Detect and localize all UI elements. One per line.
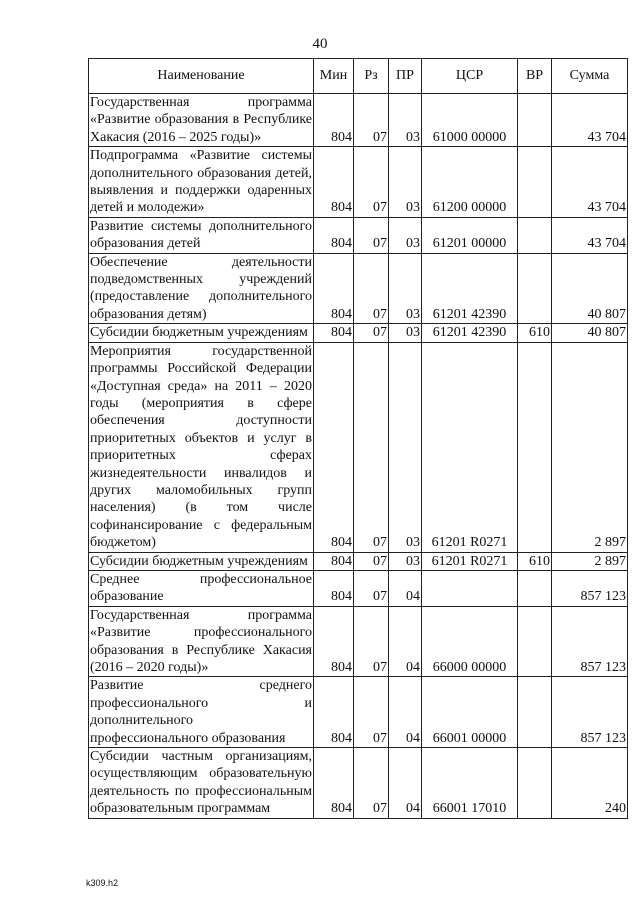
row-csr: 66001 17010: [422, 748, 518, 819]
row-pr: 03: [389, 324, 422, 342]
row-name: Государственная программа «Развитие профессионального образования в Республике Хакасия (2016 – 2020 годы)»: [90, 607, 312, 675]
table-row: [89, 147, 628, 218]
row-pr: 04: [389, 570, 422, 606]
row-vr: [518, 677, 552, 748]
row-pr: 03: [389, 552, 422, 570]
table-row: [89, 217, 628, 253]
row-name: Обеспечение деятельности подведомственных учреждений (предоставление дополнительного образования детям): [90, 254, 312, 322]
row-rz: 07: [354, 677, 389, 748]
row-rz: 07: [354, 147, 389, 218]
row-name: Развитие среднего профессионального и дополнительного профессионального образования: [90, 678, 312, 746]
row-vr: 610: [518, 552, 552, 570]
row-vr: [518, 748, 552, 819]
row-name: Субсидии бюджетным учреждениям: [89, 324, 314, 342]
table-row: [89, 94, 628, 147]
row-min: 804: [314, 606, 354, 677]
col-header-min: Мин: [314, 59, 354, 94]
row-sum: 40 807: [552, 324, 628, 342]
table-row: [89, 606, 628, 677]
row-name: Среднее профессиональное образование: [90, 571, 312, 605]
row-csr: 61201 42390: [422, 324, 518, 342]
col-header-name: Наименование: [89, 59, 314, 94]
row-vr: 610: [518, 324, 552, 342]
row-sum: 240: [552, 748, 628, 819]
row-vr: [518, 570, 552, 606]
row-sum: 857 123: [552, 677, 628, 748]
row-name: Государственная программа «Развитие образования в Республике Хакасия (2016 – 2025 годы)»: [90, 95, 312, 145]
row-sum: 857 123: [552, 570, 628, 606]
row-pr: 03: [389, 253, 422, 324]
row-name: Подпрограмма «Развитие системы дополнительного образования детей, выявления и поддержки одаренных детей и молодежи»: [90, 148, 312, 216]
table-row: [89, 552, 628, 570]
row-pr: 03: [389, 94, 422, 147]
row-sum: 43 704: [552, 147, 628, 218]
footer-code: k309.h2: [86, 878, 119, 888]
row-rz: 07: [354, 552, 389, 570]
col-header-pr: ПР: [389, 59, 422, 94]
row-name: Субсидии бюджетным учреждениям: [89, 552, 314, 570]
col-header-vr: ВР: [518, 59, 552, 94]
table-header-row: [89, 59, 628, 94]
row-rz: 07: [354, 606, 389, 677]
row-rz: 07: [354, 748, 389, 819]
row-sum: 40 807: [552, 253, 628, 324]
row-rz: 07: [354, 94, 389, 147]
row-csr: 61000 00000: [422, 94, 518, 147]
row-csr: 61201 R0271: [422, 552, 518, 570]
row-min: 804: [314, 570, 354, 606]
table-row: [89, 570, 628, 606]
row-csr: 61201 R0271: [422, 342, 518, 552]
row-sum: 857 123: [552, 606, 628, 677]
row-min: 804: [314, 253, 354, 324]
row-min: 804: [314, 147, 354, 218]
row-name: Развитие системы дополнительного образования детей: [90, 218, 312, 252]
row-vr: [518, 606, 552, 677]
budget-table: [88, 58, 628, 819]
col-header-sum: Сумма: [552, 59, 628, 94]
row-min: 804: [314, 677, 354, 748]
row-pr: 03: [389, 342, 422, 552]
row-vr: [518, 253, 552, 324]
row-min: 804: [314, 342, 354, 552]
row-min: 804: [314, 217, 354, 253]
page-number: 40: [312, 36, 328, 52]
row-min: 804: [314, 324, 354, 342]
row-csr: 61200 00000: [422, 147, 518, 218]
row-name: Мероприятия государственной программы Российской Федерации «Доступная среда» на 2011 – 2020 годы (мероприятия в сфере обеспечения доступности приоритетных объектов и услуг в приоритетных сферах жизнедеятельности инвалидов и других маломобильных групп населения) (в том числе софинансирование с федеральным бюджетом): [90, 343, 312, 551]
row-pr: 04: [389, 606, 422, 677]
row-csr: 66000 00000: [422, 606, 518, 677]
row-min: 804: [314, 748, 354, 819]
row-csr: 61201 00000: [422, 217, 518, 253]
row-sum: 2 897: [552, 342, 628, 552]
row-rz: 07: [354, 324, 389, 342]
row-sum: 2 897: [552, 552, 628, 570]
row-pr: 04: [389, 748, 422, 819]
col-header-rz: Рз: [354, 59, 389, 94]
row-rz: 07: [354, 217, 389, 253]
row-rz: 07: [354, 342, 389, 552]
table-row: [89, 253, 628, 324]
row-min: 804: [314, 94, 354, 147]
row-name: Субсидии частным организациям, осуществляющим образовательную деятельность по профессиональным образовательным программам: [90, 749, 312, 817]
table-row: [89, 342, 628, 552]
row-vr: [518, 217, 552, 253]
row-csr: 66001 00000: [422, 677, 518, 748]
row-rz: 07: [354, 253, 389, 324]
row-vr: [518, 147, 552, 218]
row-rz: 07: [354, 570, 389, 606]
row-pr: 03: [389, 147, 422, 218]
row-vr: [518, 94, 552, 147]
row-pr: 04: [389, 677, 422, 748]
row-min: 804: [314, 552, 354, 570]
row-sum: 43 704: [552, 217, 628, 253]
row-vr: [518, 342, 552, 552]
table-row: [89, 748, 628, 819]
row-pr: 03: [389, 217, 422, 253]
table-row: [89, 324, 628, 342]
row-csr: [422, 570, 518, 606]
row-csr: 61201 42390: [422, 253, 518, 324]
table-row: [89, 677, 628, 748]
row-sum: 43 704: [552, 94, 628, 147]
col-header-csr: ЦСР: [422, 59, 518, 94]
